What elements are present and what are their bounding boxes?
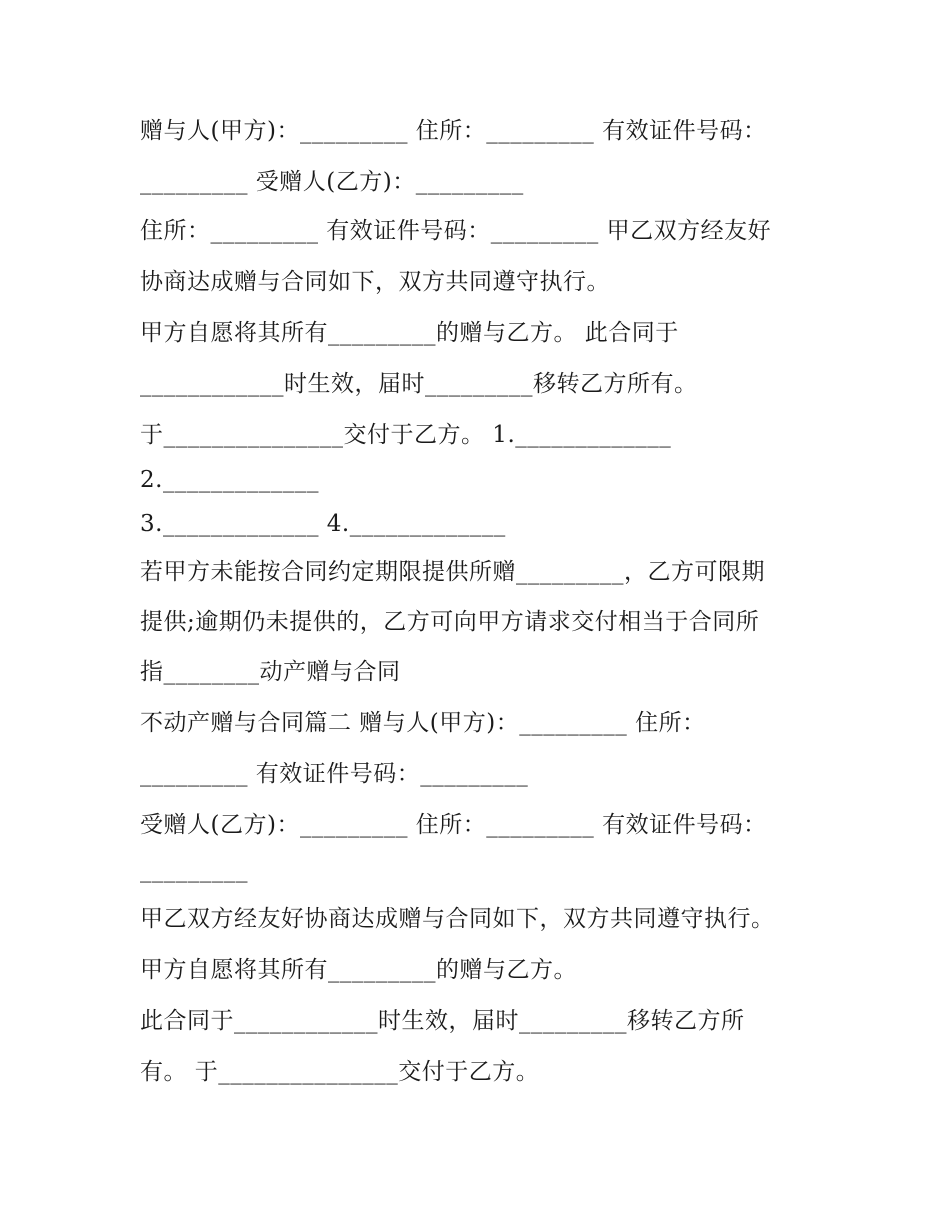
text-line: _________ (140, 857, 248, 883)
text-line: 甲方自愿将其所有_________的赠与乙方。 此合同于 (140, 320, 679, 346)
text-line: 此合同于____________时生效，届时_________移转乙方所 (140, 1008, 745, 1034)
text-line: 不动产赠与合同篇二 赠与人(甲方)：_________ 住所： (140, 710, 706, 736)
text-line: 于_______________交付于乙方。 1._____________ (140, 422, 672, 448)
text-line: 提供;逾期仍未提供的，乙方可向甲方请求交付相当于合同所 (140, 609, 760, 635)
text-line: 甲乙双方经友好协商达成赠与合同如下，双方共同遵守执行。 (140, 906, 775, 932)
text-line: 3._____________ 4._____________ (140, 511, 506, 537)
text-line: 住所：_________ 有效证件号码：_________ 甲乙双方经友好 (140, 218, 772, 244)
text-line: 有。 于_______________交付于乙方。 (140, 1059, 540, 1085)
text-line: 甲方自愿将其所有_________的赠与乙方。 (140, 957, 577, 983)
text-line: ____________时生效，届时_________移转乙方所有。 (140, 371, 698, 397)
text-line: 受赠人(乙方)：_________ 住所：_________ 有效证件号码： (140, 812, 767, 838)
text-line: 协商达成赠与合同如下，双方共同遵守执行。 (140, 269, 610, 295)
text-line: _________ 有效证件号码：_________ (140, 761, 529, 787)
text-line: 2._____________ (140, 467, 319, 493)
text-line: 赠与人(甲方)：_________ 住所：_________ 有效证件号码： (140, 118, 767, 144)
text-line: 若甲方未能按合同约定期限提供所赠_________，乙方可限期 (140, 559, 765, 585)
text-line: _________ 受赠人(乙方)：_________ (140, 169, 524, 195)
text-line: 指________动产赠与合同 (140, 659, 401, 685)
